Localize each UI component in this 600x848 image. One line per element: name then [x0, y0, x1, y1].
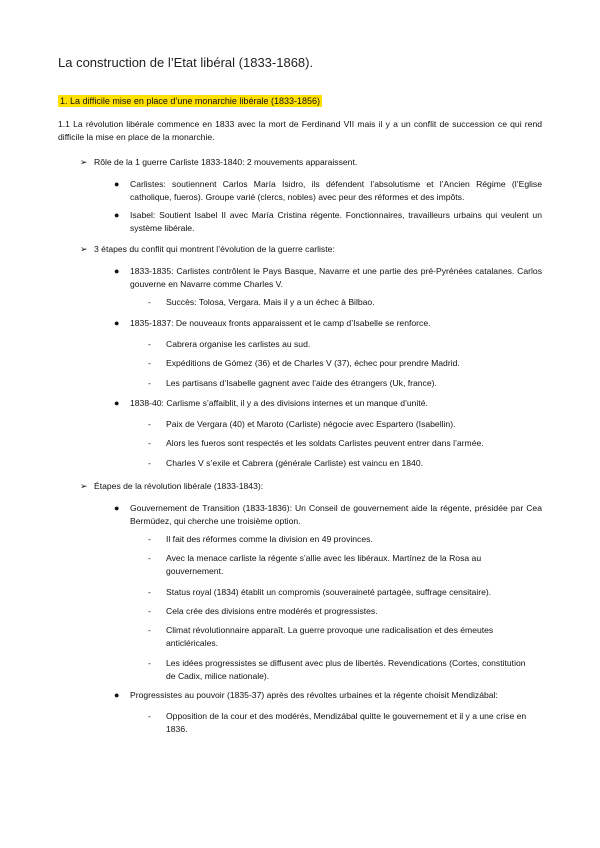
document-title: La construction de l’Etat libéral (1833-1868). — [58, 55, 314, 70]
dash-mark: - — [148, 625, 151, 635]
bullet-item — [114, 209, 542, 235]
dash-item — [148, 377, 437, 390]
bullet-item — [114, 502, 542, 528]
bullet-item — [114, 689, 542, 702]
dash-text: Status royal (1834) établit un compromis (souveraineté partagée, suffrage censitaire). — [166, 587, 492, 597]
dash-item — [148, 624, 536, 650]
arrow-bullet: ➢ — [80, 481, 88, 491]
dash-text: Avec la menace carliste la régente s’allie avec les libéraux. Martínez de la Rosa au gouvernement. — [166, 553, 482, 576]
bullet-dot: ● — [114, 266, 120, 276]
dash-text: Cabrera organise les carlistes au sud. — [166, 339, 311, 349]
bullet-dot: ● — [114, 179, 120, 189]
dash-text: Il fait des réformes comme la division en 49 provinces. — [166, 534, 373, 544]
dash-item — [148, 710, 536, 736]
dash-mark: - — [148, 534, 151, 544]
dash-mark: - — [148, 297, 151, 307]
dash-mark: - — [148, 658, 151, 668]
dash-mark: - — [148, 419, 151, 429]
bullet-text: Carlistes: soutiennent Carlos María Isidro, ils défendent l’absolutisme et l’Ancien Régime (l’Eglise catholique, fueros). Groupe varié (clercs, nobles) avec peur des réformes et des impôts. — [130, 179, 542, 202]
bullet-text: Isabel: Soutient Isabel II avec María Cristina régente. Fonctionnaires, travailleurs urbains qui veulent un système libérale. — [130, 210, 542, 233]
dash-text: Cela crée des divisions entre modérés et progressistes. — [166, 606, 378, 616]
bullet-item — [114, 178, 542, 204]
section-heading: 1. La difficile mise en place d’une monarchie libérale (1833-1856) — [60, 96, 320, 106]
arrow-text: 3 étapes du conflit qui montrent l’évolution de la guerre carliste: — [94, 244, 335, 254]
dash-mark: - — [148, 553, 151, 563]
dash-mark: - — [148, 711, 151, 721]
dash-text: Opposition de la cour et des modérés, Mendizábal quitte le gouvernement et il y a une crise en 1836. — [166, 711, 527, 734]
dash-item — [148, 533, 536, 546]
dash-text: Succès: Tolosa, Vergara. Mais il y a un échec à Bilbao. — [166, 297, 375, 307]
dash-text: Expéditions de Gómez (36) et de Charles V (37), échec pour prendre Madrid. — [166, 358, 460, 368]
dash-mark: - — [148, 378, 151, 388]
dash-text: Alors les fueros sont respectés et les soldats Carlistes peuvent entrer dans l’armée. — [166, 438, 484, 448]
dash-text: Paix de Vergara (40) et Maroto (Carliste) négocie avec Espartero (Isabellin). — [166, 419, 456, 429]
bullet-text: 1838-40: Carlisme s’affaiblit, il y a des divisions internes et un manque d’unité. — [130, 398, 428, 408]
arrow-text: Étapes de la révolution libérale (1833-1843): — [94, 481, 264, 491]
bullet-dot: ● — [114, 398, 120, 408]
dash-text: Climat révolutionnaire apparaît. La guerre provoque une radicalisation et des émeutes anticléricales. — [166, 625, 494, 648]
dash-item — [148, 657, 536, 683]
dash-item — [148, 418, 456, 431]
dash-text: Charles V s’exile et Cabrera (générale Carliste) est vaincu en 1840. — [166, 458, 423, 468]
dash-item — [148, 605, 536, 618]
arrow-item — [80, 156, 358, 169]
dash-item — [148, 357, 460, 370]
bullet-dot: ● — [114, 690, 120, 700]
dash-item — [148, 437, 484, 450]
bullet-item — [114, 317, 542, 330]
arrow-bullet: ➢ — [80, 157, 88, 167]
arrow-item — [80, 480, 264, 493]
bullet-item — [114, 265, 542, 291]
bullet-text: Progressistes au pouvoir (1835-37) après des révoltes urbaines et la régente choisit Mendizábal: — [130, 690, 498, 700]
dash-mark: - — [148, 358, 151, 368]
dash-mark: - — [148, 339, 151, 349]
dash-item — [148, 296, 375, 309]
arrow-text: Rôle de la 1 guerre Carliste 1833-1840: 2 mouvements apparaissent. — [94, 157, 358, 167]
bullet-dot: ● — [114, 318, 120, 328]
bullet-dot: ● — [114, 503, 120, 513]
dash-text: Les idées progressistes se diffusent avec plus de libertés. Revendications (Cortes, constitution de Cadix, milice nationale). — [166, 658, 526, 681]
arrow-bullet: ➢ — [80, 244, 88, 254]
dash-mark: - — [148, 587, 151, 597]
dash-text: Les partisans d’Isabelle gagnent avec l’aide des étrangers (Uk, france). — [166, 378, 437, 388]
dash-item — [148, 457, 423, 470]
intro-paragraph: 1.1 La révolution libérale commence en 1833 avec la mort de Ferdinand VII mais il y a un conflit de succession ce qui rend difficile la mise en place de la monarchie. — [58, 119, 542, 142]
dash-item — [148, 552, 536, 578]
arrow-item — [80, 243, 335, 256]
bullet-item — [114, 397, 542, 410]
bullet-dot: ● — [114, 210, 120, 220]
bullet-text: 1833-1835: Carlistes contrôlent le Pays Basque, Navarre et une partie des pré-Pyrénées catalanes. Carlos gouverne en Navarre comme Charles V. — [130, 266, 542, 289]
dash-item — [148, 586, 536, 599]
bullet-text: 1835-1837: De nouveaux fronts apparaissent et le camp d’Isabelle se renforce. — [130, 318, 431, 328]
dash-item — [148, 338, 311, 351]
dash-mark: - — [148, 606, 151, 616]
dash-mark: - — [148, 438, 151, 448]
dash-mark: - — [148, 458, 151, 468]
bullet-text: Gouvernement de Transition (1833-1836): Un Conseil de gouvernement aide la régente, présidée par Cea Bermúdez, qui cherche une troisième option. — [130, 503, 542, 526]
